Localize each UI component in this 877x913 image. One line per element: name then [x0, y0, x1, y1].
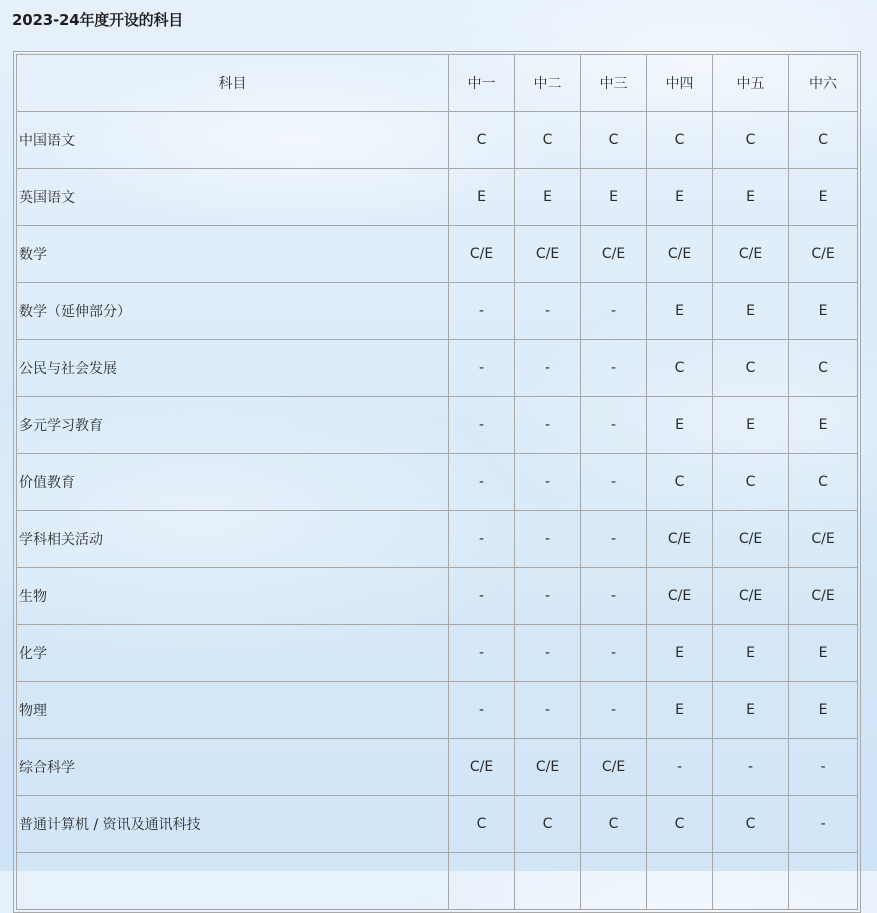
value-cell: C: [514, 111, 580, 168]
value-cell: C/E: [788, 510, 858, 567]
value-cell: E: [646, 681, 712, 738]
value-cell: -: [580, 282, 646, 339]
value-cell: -: [514, 681, 580, 738]
value-cell: E: [448, 168, 514, 225]
value-cell: -: [646, 738, 712, 795]
value-cell: C: [712, 111, 788, 168]
value-cell: C/E: [646, 225, 712, 282]
subject-cell: 数学（延伸部分）: [16, 282, 448, 339]
subject-cell: 价值教育: [16, 453, 448, 510]
table-row: [16, 852, 858, 910]
value-cell: -: [580, 453, 646, 510]
value-cell: E: [514, 168, 580, 225]
value-cell: C: [712, 339, 788, 396]
value-cell: C/E: [712, 225, 788, 282]
table-row: [16, 510, 858, 567]
value-cell: [448, 852, 514, 910]
header-form-1: 中一: [448, 54, 514, 111]
value-cell: E: [788, 624, 858, 681]
value-cell: -: [448, 510, 514, 567]
table-row: [16, 225, 858, 282]
value-cell: E: [712, 282, 788, 339]
value-cell: C: [712, 795, 788, 852]
value-cell: C/E: [514, 738, 580, 795]
value-cell: C/E: [788, 225, 858, 282]
value-cell: C: [580, 111, 646, 168]
subjects-table: [16, 54, 858, 910]
table-row: [16, 624, 858, 681]
value-cell: [646, 852, 712, 910]
value-cell: C: [788, 339, 858, 396]
value-cell: C/E: [580, 225, 646, 282]
value-cell: C: [514, 795, 580, 852]
subjects-table-frame: [13, 51, 861, 913]
value-cell: [580, 852, 646, 910]
table-row: [16, 168, 858, 225]
value-cell: -: [788, 738, 858, 795]
table-row: [16, 453, 858, 510]
value-cell: E: [646, 168, 712, 225]
value-cell: C/E: [514, 225, 580, 282]
table-row: [16, 795, 858, 852]
subject-cell: 生物: [16, 567, 448, 624]
value-cell: C/E: [646, 567, 712, 624]
header-form-2: 中二: [514, 54, 580, 111]
table-row: [16, 681, 858, 738]
value-cell: E: [712, 396, 788, 453]
value-cell: E: [788, 681, 858, 738]
value-cell: C: [448, 795, 514, 852]
value-cell: C: [448, 111, 514, 168]
subject-cell: [16, 852, 448, 910]
value-cell: E: [788, 168, 858, 225]
value-cell: -: [514, 453, 580, 510]
subject-cell: 多元学习教育: [16, 396, 448, 453]
subject-cell: 数学: [16, 225, 448, 282]
value-cell: C: [646, 795, 712, 852]
value-cell: C/E: [580, 738, 646, 795]
header-form-4: 中四: [646, 54, 712, 111]
value-cell: C/E: [448, 225, 514, 282]
value-cell: E: [712, 624, 788, 681]
table-row: [16, 396, 858, 453]
value-cell: -: [580, 396, 646, 453]
header-form-6: 中六: [788, 54, 858, 111]
value-cell: -: [580, 510, 646, 567]
subject-cell: 综合科学: [16, 738, 448, 795]
value-cell: -: [580, 339, 646, 396]
subject-cell: 物理: [16, 681, 448, 738]
value-cell: [712, 852, 788, 910]
value-cell: C: [788, 111, 858, 168]
subject-cell: 普通计算机 / 资讯及通讯科技: [16, 795, 448, 852]
value-cell: C: [646, 453, 712, 510]
header-subject: 科目: [16, 54, 448, 111]
table-row: [16, 567, 858, 624]
value-cell: [788, 852, 858, 910]
value-cell: E: [712, 681, 788, 738]
page-title: 2023-24年度开设的科目: [12, 11, 184, 29]
value-cell: E: [712, 168, 788, 225]
value-cell: C: [646, 339, 712, 396]
table-row: [16, 339, 858, 396]
value-cell: C: [788, 453, 858, 510]
value-cell: C/E: [788, 567, 858, 624]
value-cell: [514, 852, 580, 910]
value-cell: -: [448, 453, 514, 510]
value-cell: -: [580, 681, 646, 738]
subject-cell: 化学: [16, 624, 448, 681]
value-cell: E: [580, 168, 646, 225]
value-cell: E: [646, 396, 712, 453]
value-cell: -: [448, 396, 514, 453]
value-cell: -: [580, 567, 646, 624]
value-cell: -: [580, 624, 646, 681]
table-header-row: [16, 54, 858, 111]
value-cell: C: [712, 453, 788, 510]
value-cell: -: [788, 795, 858, 852]
subject-cell: 学科相关活动: [16, 510, 448, 567]
value-cell: E: [646, 282, 712, 339]
value-cell: E: [788, 282, 858, 339]
value-cell: E: [646, 624, 712, 681]
subject-cell: 公民与社会发展: [16, 339, 448, 396]
subject-cell: 中国语文: [16, 111, 448, 168]
value-cell: -: [514, 624, 580, 681]
value-cell: -: [514, 396, 580, 453]
value-cell: C: [646, 111, 712, 168]
value-cell: C/E: [712, 510, 788, 567]
value-cell: C/E: [646, 510, 712, 567]
value-cell: -: [448, 624, 514, 681]
value-cell: -: [514, 339, 580, 396]
header-form-3: 中三: [580, 54, 646, 111]
value-cell: -: [448, 282, 514, 339]
value-cell: -: [712, 738, 788, 795]
table-row: [16, 738, 858, 795]
value-cell: -: [448, 339, 514, 396]
value-cell: C: [580, 795, 646, 852]
value-cell: E: [788, 396, 858, 453]
value-cell: -: [514, 567, 580, 624]
value-cell: C/E: [712, 567, 788, 624]
value-cell: -: [448, 567, 514, 624]
table-row: [16, 111, 858, 168]
table-row: [16, 282, 858, 339]
header-form-5: 中五: [712, 54, 788, 111]
subject-cell: 英国语文: [16, 168, 448, 225]
value-cell: -: [448, 681, 514, 738]
value-cell: -: [514, 282, 580, 339]
value-cell: C/E: [448, 738, 514, 795]
value-cell: -: [514, 510, 580, 567]
